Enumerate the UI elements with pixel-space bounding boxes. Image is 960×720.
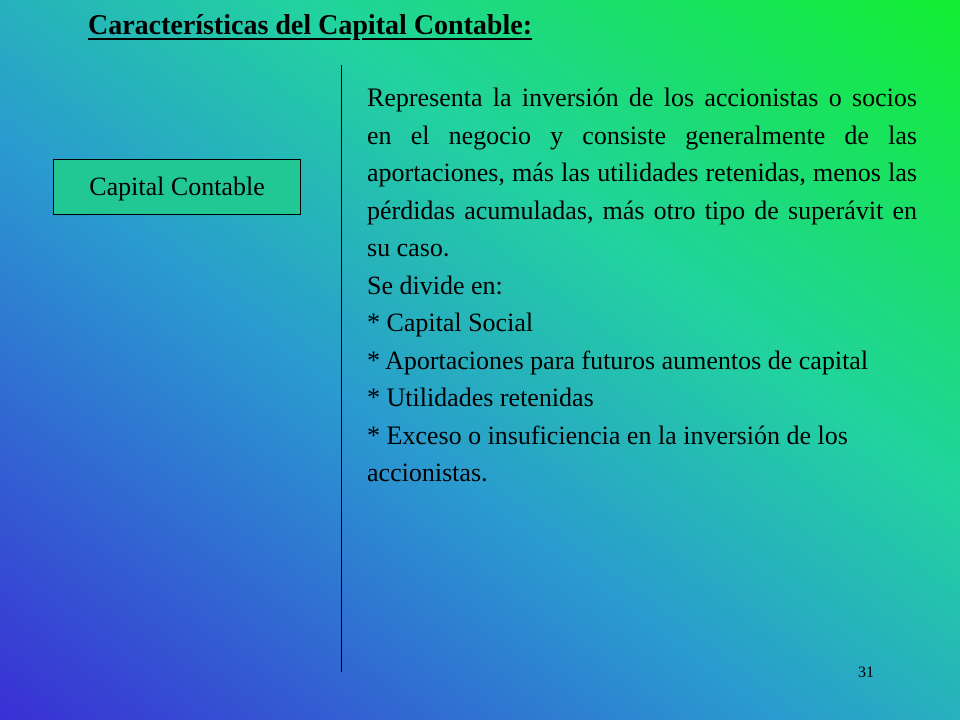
list-item: * Aportaciones para futuros aumentos de capital [367, 345, 869, 375]
list-item: * Capital Social [367, 308, 534, 337]
divides-intro: Se divide en: [367, 270, 503, 300]
vertical-divider [341, 65, 342, 672]
content-text [367, 79, 917, 492]
list-item: * Exceso o insuficiencia en la inversión de los accionistas. [367, 420, 848, 487]
slide-title: Características del Capital Contable: [88, 10, 533, 41]
label-box-text: Capital Contable [89, 172, 265, 201]
page-number: 31 [858, 664, 874, 681]
list-item: * Utilidades retenidas [367, 383, 594, 412]
capital-contable-label-box [53, 159, 301, 215]
definition-paragraph: Representa la inversión de los accionistas o socios en el negocio y consiste generalmente de las aportaciones, más las utilidades retenidas, menos las pérdidas acumuladas, más otro tipo de superávit en su caso. [367, 83, 917, 262]
